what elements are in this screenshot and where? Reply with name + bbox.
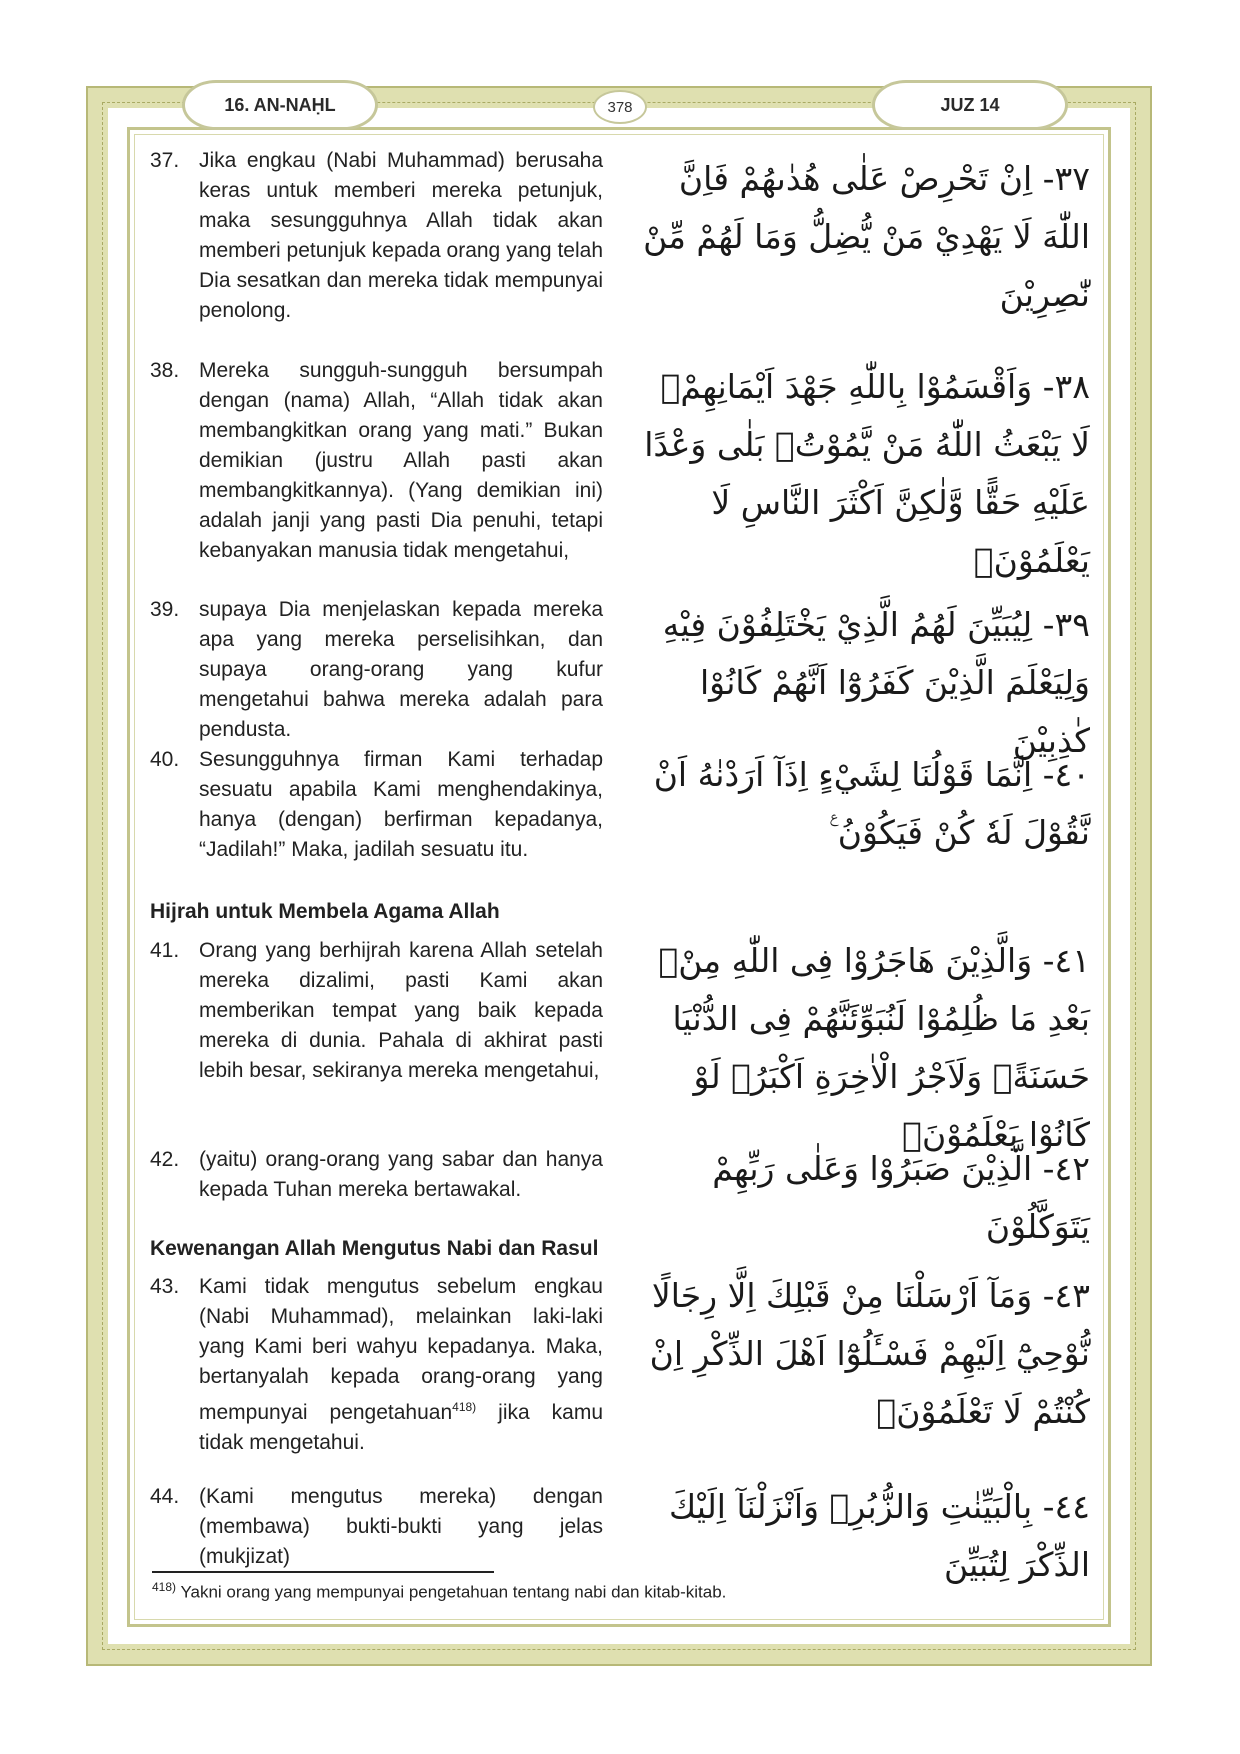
arabic-verse-38: ٣٨- وَاَقْسَمُوْا بِاللّٰهِ جَهْدَ اَيْمَانِهِمْۙ لَا يَبْعَثُ اللّٰهُ مَنْ يَّمُوْتُۗ بَلٰى وَعْدًا عَلَيْهِ حَقًّا وَّلٰكِنَّ اَكْثَرَ النَّاسِ لَا يَعْلَمُوْنَۙ (644, 367, 1090, 580)
surah-header (182, 80, 378, 130)
verse-translation: (yaitu) orang-orang yang sabar dan hanya kepada Tuhan mereka bertawakal. (199, 1148, 603, 1201)
footnote-reference[interactable]: 418) (452, 1400, 477, 1414)
arabic-verse-39: ٣٩- لِيُبَيِّنَ لَهُمُ الَّذِيْ يَخْتَلِفُوْنَ فِيْهِ وَلِيَعْلَمَ الَّذِيْنَ كَفَرُوْٓا اَنَّهُمْ كَانُوْا كٰذِبِيْنَ (662, 605, 1090, 760)
verse-number: 44. (150, 1485, 180, 1508)
verse-number: 41. (150, 939, 180, 962)
footnote-divider (152, 1571, 494, 1573)
verse-number: 40. (150, 748, 180, 771)
verse-translation-end: jika kamu tidak mengetahui. (199, 1401, 603, 1454)
verse-number: 43. (150, 1275, 180, 1298)
verse-translation: (Kami mengutus mereka) dengan (membawa) bukti-bukti yang jelas (mukjizat) (199, 1485, 603, 1568)
section-heading-hijrah: Hijrah untuk Membela Agama Allah (150, 900, 500, 923)
footnote-text: Yakni orang yang mempunyai pengetahuan tentang nabi dan kitab-kitab. (176, 1582, 727, 1602)
arabic-verse-41: ٤١- وَالَّذِيْنَ هَاجَرُوْا فِى اللّٰهِ مِنْۢ بَعْدِ مَا ظُلِمُوْا لَنُبَوِّئَنَّهُمْ فِى الدُّنْيَا حَسَنَةًۗ وَلَاَجْرُ الْاٰخِرَةِ اَكْبَرُۘ لَوْ كَانُوْا يَعْلَمُوْنَۙ (658, 941, 1090, 1154)
page-number (593, 90, 647, 124)
verse-translation: Mereka sungguh-sungguh bersumpah dengan (nama) Allah, “Allah tidak akan membangkitkan orang yang mati.” Bukan demikian (justru Allah pasti akan membangkitkannya). (Yang demikian ini) adalah janji yang pasti Dia penuhi, tetapi kebanyakan manusia tidak mengetahui, (199, 359, 603, 562)
arabic-verse-37: ٣٧- اِنْ تَحْرِصْ عَلٰى هُدٰىهُمْ فَاِنَّ اللّٰهَ لَا يَهْدِيْ مَنْ يُّضِلُّ وَمَا لَهُمْ مِّنْ نّٰصِرِيْنَ (643, 159, 1090, 314)
verse-number: 42. (150, 1148, 180, 1171)
arabic-verse-40: ٤٠- اِنَّمَا قَوْلُنَا لِشَيْءٍ اِذَآ اَرَدْنٰهُ اَنْ نَّقُوْلَ لَهٗ كُنْ فَيَكُوْنُ ࣖ (653, 755, 1090, 852)
page-number-text: 378 (607, 98, 633, 116)
verse-translation: Orang yang berhijrah karena Allah setelah mereka dizalimi, pasti Kami akan memberikan tempat yang baik kepada mereka di dunia. Pahala di akhirat pasti lebih besar, sekiranya mereka mengetahui, (199, 939, 603, 1082)
verse-translation-main: Kami tidak mengutus sebelum engkau (Nabi Muhammad), melainkan laki-laki yang Kami beri wahyu kepadanya. Maka, bertanyalah kepada orang-orang yang mempunyai pengetahuan (199, 1275, 603, 1424)
verse-number: 38. (150, 359, 180, 382)
arabic-verse-43: ٤٣- وَمَآ اَرْسَلْنَا مِنْ قَبْلِكَ اِلَّا رِجَالًا نُّوْحِيْٓ اِلَيْهِمْ فَسْـَٔلُوْٓا اَهْلَ الذِّكْرِ اِنْ كُنْتُمْ لَا تَعْلَمُوْنَۙ (649, 1276, 1090, 1431)
arabic-verse-42: ٤٢- الَّذِيْنَ صَبَرُوْا وَعَلٰى رَبِّهِمْ يَتَوَكَّلُوْنَ (712, 1149, 1090, 1246)
footnote-mark: 418) (152, 1580, 177, 1594)
juz-label: JUZ 14 (940, 94, 1000, 115)
verse-number: 39. (150, 598, 180, 621)
juz-header (872, 80, 1068, 130)
footnote (152, 1580, 726, 1603)
verse-translation: supaya Dia menjelaskan kepada mereka apa yang mereka perselisihkan, dan supaya orang-orang yang kufur mengetahui bahwa mereka adalah para pendusta. (199, 598, 603, 741)
verse-translation: Sesungguhnya firman Kami terhadap sesuatu apabila Kami menghendakinya, hanya (dengan) berfirman kepadanya, “Jadilah!” Maka, jadilah sesuatu itu. (199, 748, 603, 861)
surah-title: 16. AN-NAḤL (224, 94, 336, 115)
section-heading-kewenangan: Kewenangan Allah Mengutus Nabi dan Rasul (150, 1237, 599, 1260)
arabic-verse-44: ٤٤- بِالْبَيِّنٰتِ وَالزُّبُرِۗ وَاَنْزَلْنَآ اِلَيْكَ الذِّكْرَ لِتُبَيِّنَ (668, 1487, 1090, 1584)
verse-number: 37. (150, 149, 180, 172)
verse-translation (199, 1272, 603, 1458)
verse-translation: Jika engkau (Nabi Muhammad) berusaha keras untuk memberi mereka petunjuk, maka sesungguhnya Allah tidak akan memberi petunjuk kepada orang yang telah Dia sesatkan dan mereka tidak mempunyai penolong. (199, 149, 603, 322)
